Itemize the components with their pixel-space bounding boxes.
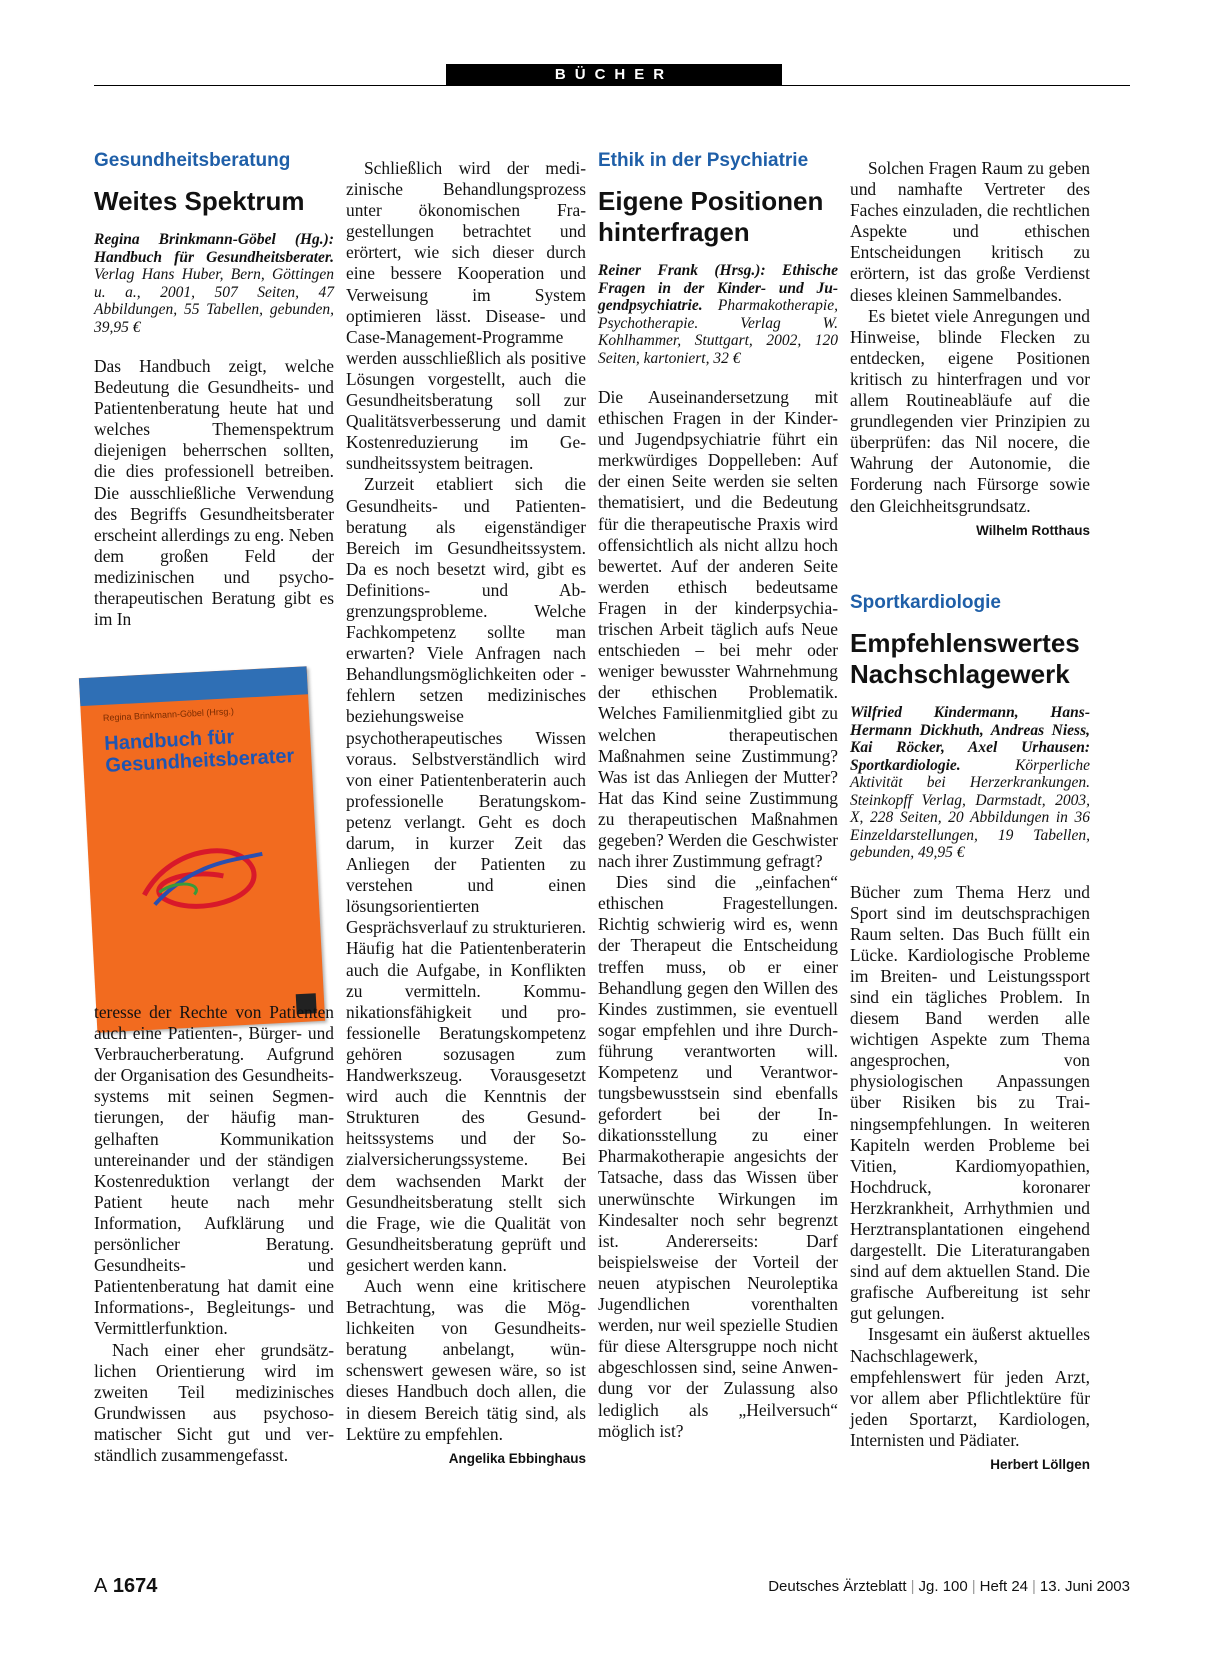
page-number-value: 1674 (112, 1575, 158, 1597)
article1-col2 (346, 158, 586, 1469)
article3-paragraph-2-text: Insgesamt ein äußerst aktuelles Nachschlagewerk, empfehlenswert für jeden Arzt, vor allem aber Pflichtlektüre für jeden Sportarzt, Kardiologen, Internisten und Pädiater. (850, 1324, 1090, 1450)
swirl-icon (131, 828, 276, 925)
article3-bibliography (850, 704, 1090, 862)
article3-kicker: Sportkardiologie (850, 592, 1001, 613)
article3-headline: Empfehlenswertes Nachschlagewerk (850, 628, 1080, 689)
article2-paragraph-2: Dies sind die „einfachen“ ethischen Fragestellungen. Richtig schwierig wird es, wenn der Therapeut die Entscheidung treffen muss, ob er einer Behandlung gegen den Willen des Kindes zustimmen, sie eventuell sogar empfehlen und ihre Durchführung verantworten will. Kompetenz und Verantwortungsbewusstsein sind ebenfalls gefordert bei der Indikationsstellung zu einer Pharmakotherapie angesichts der Tatsache, dass das Wissen über unerwünschte Wirkungen im Kindesalter noch sehr begrenzt ist. Andererseits: Darf beispielsweise der Vorteil der neuen atypischen Neuroleptika Jugendlichen vorenthalten werden, nur weil spezielle Studien für diese Altersgruppe noch nicht abgeschlossen sind, seine Anwendung vor der Zulassung also lediglich als „Heilversuch“ möglich ist? (598, 872, 839, 1441)
article1-body-bottom (94, 1002, 334, 1466)
article1-paragraph-1-cont: teresse der Rechte von Patienten auch eine Patienten-, Bürger- und Verbraucherberatung. Aufgrund der Organisation des Gesundheitssystems mit seinen Segmentierungen, der häufig mangelhaften Kommunikation untereinander und der ständigen Kostenreduktion verlangt der Patient heute nach mehr Information, Aufklärung und persönlicher Beratung. Gesundheits- und Patientenberatung hat damit eine Informations-, Begleitungs- und Vermittlerfunktion. (94, 1002, 334, 1339)
article2-paragraph-4 (850, 305, 1090, 538)
book-cover-editor: Regina Brinkmann-Göbel (Hrsg.) (102, 706, 235, 723)
article3-paragraph-2 (850, 1324, 1090, 1473)
article1-headline: Weites Spektrum (94, 186, 305, 216)
article3-signature: Herbert Löllgen (990, 1457, 1090, 1473)
article1-signature: Angelika Ebbinghaus (448, 1450, 586, 1466)
journal-date: 13. Juni 2003 (1039, 1578, 1130, 1595)
article2-body-col4 (850, 158, 1090, 538)
section-header (94, 62, 1130, 86)
journal-issue: Heft 24 (979, 1578, 1029, 1595)
article3-paragraph-1: Bücher zum Thema Herz und Sport sind im deutschsprachigen Raum selten. Das Buch füllt ein Lücke. Kardiologische Probleme im Breiten- und Leistungssport sind ein tägliches Problem. In diesem Band werden alle wichtigen Aspekte zum Thema angesprochen, von physiologischen Anpassungen über Risiken bis zu Trainingsempfehlungen. In weiteren Kapiteln werden Probleme bei Vitien, Kardiomyopathien, Hochdruck, koronarer Herzkrankheit, Arrhythmien und Herztransplantationen eingehend dargestellt. Die Literaturangaben sind auf dem aktuellen Stand. Die grafische Aufbereitung ist sehr gut gelungen. (850, 881, 1090, 1324)
article1-body-col2 (346, 158, 586, 1466)
journal-volume: Jg. 100 (918, 1578, 968, 1595)
page-prefix: A (94, 1575, 108, 1597)
article2-body-col3 (598, 387, 838, 1442)
journal-footer: Deutsches Ärzteblatt | Jg. 100 | Heft 24 | 13. Juni 2003 (768, 1578, 1130, 1595)
article2-col4 (850, 158, 1090, 541)
article1-kicker: Gesundheitsberatung (94, 150, 291, 171)
article1-body-top (94, 356, 334, 630)
article2-kicker: Ethik in der Psychiatrie (598, 150, 809, 171)
article3-bib-details: Körperliche Aktivität bei Herzerkrankungen. Steinkopff Verlag, Darmstadt, 2003, X, 228 Seiten, 20 Abbildungen in 36 Einzeldarstellungen, 19 Tabellen, gebunden, 49,95 € (850, 756, 1090, 861)
article2-bib-details: Pharmakotherapie, Psychotherapie. Verlag W. Kohlhammer, Stuttgart, 2002, 120 Seiten, kartoniert, 32 € (598, 297, 838, 367)
page-number (94, 1575, 157, 1598)
article1-bib-authors: Regina Brinkmann-Göbel (Hg.): Handbuch für Gesundheitsberater. (94, 231, 334, 266)
article1-paragraph-5 (346, 1275, 586, 1466)
article3 (850, 592, 1090, 1475)
article2-bibliography (598, 262, 838, 367)
article2-signature: Wilhelm Rotthaus (976, 522, 1090, 538)
journal-name: Deutsches Ärzteblatt (768, 1578, 907, 1595)
book-cover-image (79, 666, 325, 1032)
article1-paragraph-1: Das Handbuch zeigt, welche Bedeutung die Gesundheits- und Patientenberatung heute hat und welches Themenspektrum diejenigen beherrschen sollten, die dies professionell betreiben. Die ausschließliche Verwendung des Begriffs Gesundheitsberater erscheint allerdings zu eng. Neben dem großen Feld der medizinischen und psychotherapeutischen Beratung gibt es im In (94, 356, 334, 630)
article1-paragraph-3: Schließlich wird der medizinische Behandlungsprozess unter ökonomischen Fragestellungen betrachtet und erörtert, wie sich dieser durch eine bessere Kooperation und Verweisung im System optimieren lässt. Disease- und Case-Management-Programme werden ausschließlich als positive Lösungen vorgestellt, auch die Gesundheitsberatung soll zur Qualitätsverbesserung und damit Kostenreduzierung im Gesundheitssystem beitragen. (346, 158, 586, 474)
article1-paragraph-2: Nach einer eher grundsätzlichen Orientierung wird im zweiten Teil medizinisches Grundwissen aus psychosomatischer Sicht gut und verständlich zusammengefasst. (94, 1339, 334, 1465)
article2-paragraph-1: Die Auseinandersetzung mit ethischen Fragen in der Kinder- und Jugendpsychiatrie führt ein merkwürdiges Doppelleben: Auf der einen Seite werden sie selten thematisiert, und die Bedeutung für die therapeutische Praxis wird offensichtlich als nicht allzu hoch bewertet. Auf der anderen Seite werden ethisch bedeutsame Fragen in der kinderpsychiatrischen Arbeit täglich aufs Neue entschieden – bei mehr oder weniger bewusster Wahrnehmung der ethischen Problematik. Welches Familienmitglied gibt zu welchen therapeutischen Maßnahmen seine Zustimmung? Was ist das Anliegen der Mutter? Hat das Kind seine Zustimmung zu therapeutischen Maßnahmen gegeben? Werden die Geschwister nach ihrer Zustimmung gefragt? (598, 387, 838, 872)
book-cover-band (79, 666, 308, 706)
article1-paragraph-5-text: Auch wenn eine kritischere Betrachtung, was die Möglichkeiten von Gesundheitsberatung anbelangt, wünschenswert gewesen wäre, so ist dieses Handbuch doch allen, die in diesem Bereich tätig sind, als Lektüre zu empfehlen. (346, 1275, 586, 1444)
article2-headline: Eigene Positionen hinterfragen (598, 186, 824, 247)
article2-paragraph-3: Solchen Fragen Raum zu geben und namhafte Vertreter des Faches einzuladen, die rechtlichen Aspekte und ethischen Entscheidungen kritisch zu erörtern, ist das große Verdienst dieses kleinen Sammelbandes. (850, 158, 1090, 305)
article2-col3 (598, 150, 838, 1442)
article3-body (850, 881, 1090, 1473)
article2-bib-authors: Reiner Frank (Hrsg.): Ethische Fragen in der Kinder- und Jugendpsychiatrie. (598, 262, 838, 314)
article2-paragraph-4-text: Es bietet viele Anregungen und Hinweise, blinde Flecken zu entdecken, eigene Positionen kritisch zu hinterfragen und vor allem Routineabläufe auf die grundlegenden vier Prinzipien zu überprüfen: das Nil nocere, die Wahrung der Autonomie, die Forderung nach Fürsorge sowie den Gleichheitsgrundsatz. (850, 305, 1090, 516)
article1-paragraph-4: Zurzeit etabliert sich die Gesundheits- und Patientenberatung als eigenständiger Bereich im Gesundheitssystem. Da es noch besetzt wird, gibt es Definitions- und Abgrenzungsprobleme. Welche Fachkompetenz sollte man erwarten? Viele Anfragen nach Behandlungsmöglichkeiten oder -fehlern setzen medizinisches beziehungsweise psychotherapeutisches Wissen voraus. Selbstverständlich wird von einer Patientenberaterin auch professionelle Beratungskompetenz verlangt. Geht es doch darum, in kurzer Zeit das Anliegen der Patienten zu verstehen und einen lösungsorientierten Gesprächsverlauf zu strukturieren. Häufig hat die Patientenberaterin auch die Aufgabe, in Konflikten zu vermitteln. Kommunikationsfähigkeit und professionelle Beratungskompetenz gehören sozusagen zum Handwerkszeug. Vorausgesetzt wird auch die Kenntnis der Strukturen des Gesundheitssystems und der Sozialversicherungssysteme. Bei dem wachsenden Markt der Gesundheitsberatung stellt sich die Frage, wie die Qualität von Gesundheitsberatung geprüft und gesichert werden kann. (346, 474, 586, 1275)
article1-bibliography (94, 231, 334, 336)
article1-col1 (94, 150, 334, 630)
book-cover-title: Handbuch für Gesundheitsberater (103, 726, 295, 777)
article3-bib-authors: Wilfried Kindermann, Hans-Hermann Dickhuth, Andreas Niess, Kai Röcker, Axel Urhausen: Sportkardiologie. (850, 704, 1090, 774)
article1-bib-details: Verlag Hans Huber, Bern, Göttingen u. a., 2001, 507 Seiten, 47 Abbildungen, 55 Tabellen, gebunden, 39,95 € (94, 266, 334, 336)
article1-col1-bottom (94, 1002, 334, 1466)
section-label: BÜCHER (446, 64, 782, 86)
